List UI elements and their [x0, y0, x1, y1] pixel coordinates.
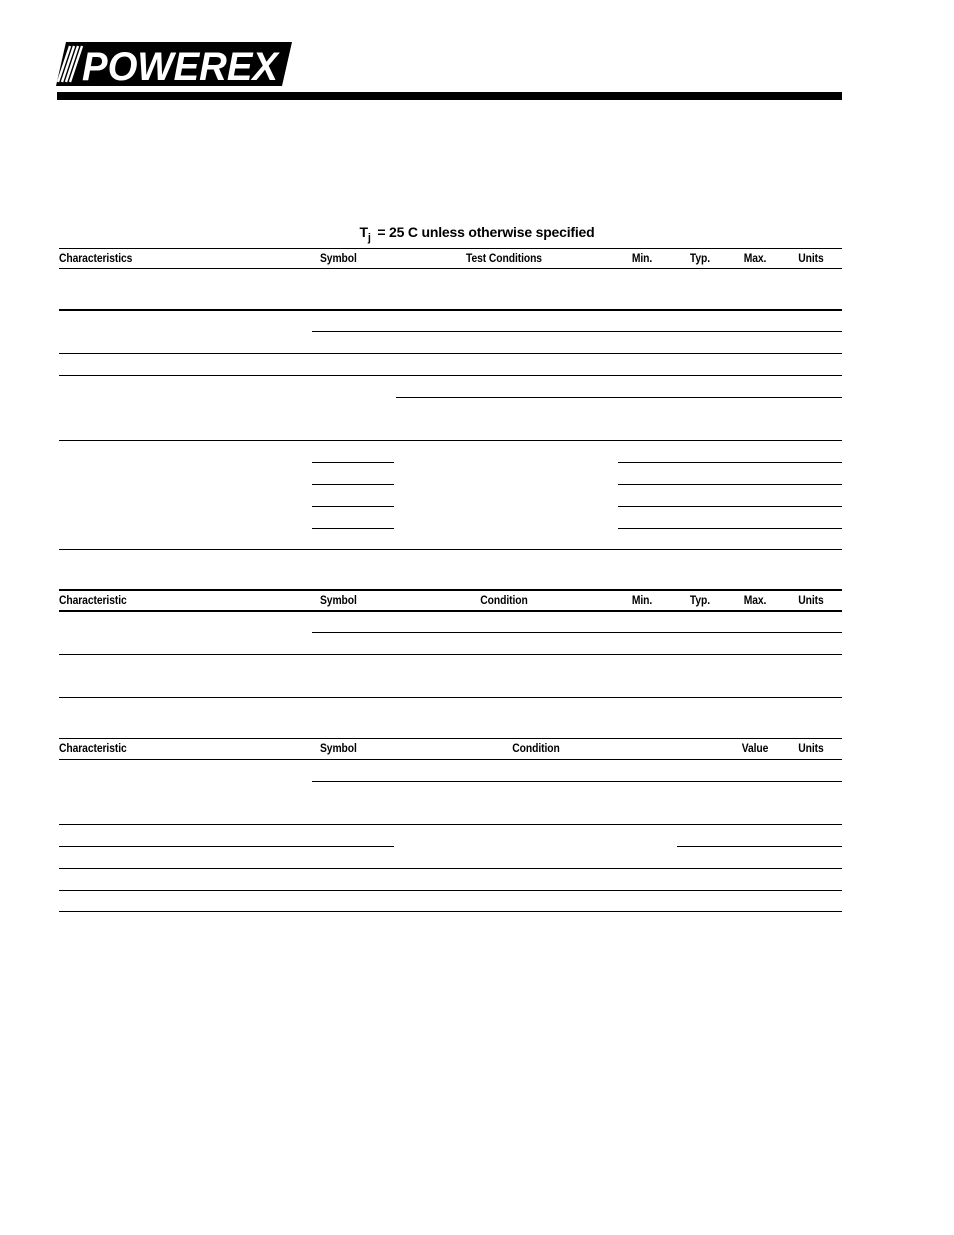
- table-rule: [312, 506, 394, 507]
- table-rule: [59, 868, 842, 869]
- table-rule: [312, 484, 394, 485]
- col-symbol: Symbol: [320, 251, 357, 265]
- col-test-conditions: Test Conditions: [466, 251, 542, 265]
- col-typ: Typ.: [689, 593, 711, 607]
- col-symbol: Symbol: [320, 593, 357, 607]
- table-rule: [59, 824, 842, 825]
- table-rule: [312, 632, 842, 633]
- col-max: Max.: [743, 251, 767, 265]
- table-rule: [59, 353, 842, 354]
- powerex-logo: [56, 42, 292, 86]
- table-rule: [59, 654, 842, 655]
- table-rule: [59, 440, 842, 441]
- table-rule: [59, 890, 842, 891]
- table-rule: [59, 697, 842, 698]
- header-rule: [57, 92, 842, 100]
- table-rule: [59, 589, 842, 591]
- col-symbol: Symbol: [320, 741, 357, 755]
- table-rule: [312, 331, 842, 332]
- table-rule: [312, 528, 394, 529]
- table-rule: [618, 506, 842, 507]
- table-rule: [618, 462, 842, 463]
- condition-prefix: T: [359, 224, 368, 240]
- col-characteristics: Characteristics: [59, 251, 133, 265]
- col-units: Units: [798, 593, 824, 607]
- table-rule: [59, 309, 842, 311]
- col-condition: Condition: [512, 741, 560, 755]
- col-typ: Typ.: [689, 251, 711, 265]
- col-min: Min.: [631, 593, 653, 607]
- col-max: Max.: [743, 593, 767, 607]
- table-rule: [59, 738, 842, 739]
- test-condition-title: [0, 224, 954, 244]
- table-rule: [312, 462, 394, 463]
- table-rule: [618, 484, 842, 485]
- col-units: Units: [798, 741, 824, 755]
- col-condition: Condition: [480, 593, 528, 607]
- col-characteristic: Characteristic: [59, 593, 127, 607]
- table-rule: [59, 375, 842, 376]
- col-min: Min.: [631, 251, 653, 265]
- condition-subscript: j: [367, 232, 371, 244]
- table-rule: [59, 268, 842, 269]
- col-characteristic: Characteristic: [59, 741, 127, 755]
- table-rule: [312, 781, 842, 782]
- logo-text: POWEREX: [82, 45, 281, 86]
- table-rule: [59, 759, 842, 760]
- table-rule: [59, 846, 394, 847]
- table-rule: [677, 846, 842, 847]
- col-value: Value: [741, 741, 769, 755]
- table-rule: [59, 610, 842, 612]
- col-units: Units: [798, 251, 824, 265]
- table-rule: [59, 549, 842, 550]
- powerex-logo-icon: [56, 42, 292, 86]
- table-rule: [59, 248, 842, 249]
- condition-text: = 25 C unless otherwise specified: [373, 224, 595, 240]
- table-rule: [59, 911, 842, 912]
- table-rule: [396, 397, 842, 398]
- table-rule: [618, 528, 842, 529]
